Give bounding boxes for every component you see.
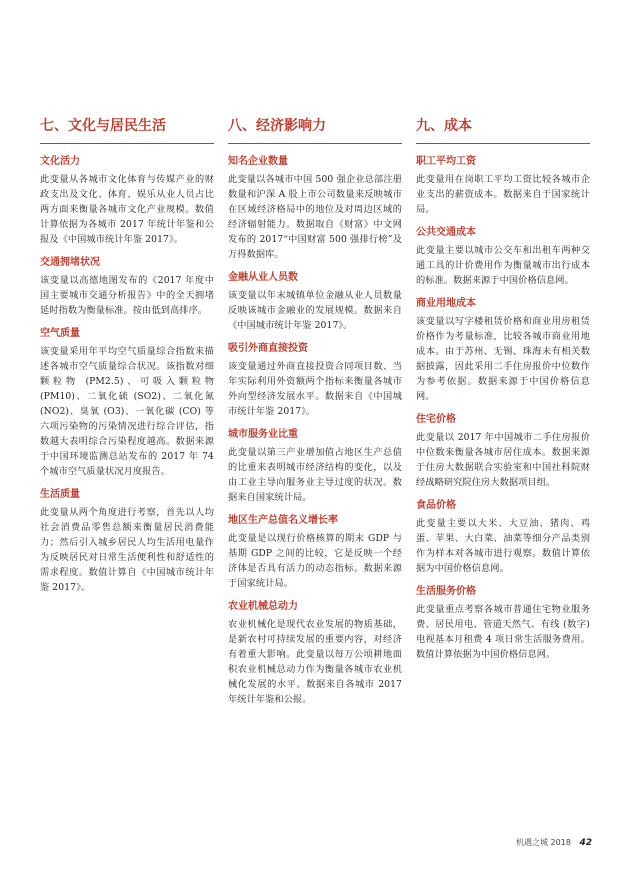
column-cost xyxy=(416,117,590,670)
entry-heading: 住宅价格 xyxy=(416,414,456,425)
entry-text: 该变量以写字楼租赁价格和商业用房租赁价格作为考量标准，比较各城市商业用地成本。由于苏州、无锡、珠海未有相关数据披露，因此采用二手住房报价中位数作为参考依据。数据来源于中国价格信息网。 xyxy=(416,316,590,402)
entry-food-price xyxy=(416,498,590,576)
entry-heading: 生活质量 xyxy=(40,489,80,500)
entry-public-transport-cost xyxy=(416,225,590,288)
entry-quality-of-life xyxy=(40,487,214,595)
entry-text: 农业机械化是现代农业发展的物质基础，是新农村可持续发展的重要内容，对经济有着重大影响。此变量以每万公顷耕地面积农业机械总动力作为衡量各城市农业机械化发展的水平。数据来自各城市 2017 年统计年鉴和公报。 xyxy=(228,619,402,705)
entry-heading: 商业用地成本 xyxy=(416,298,476,309)
page-footer xyxy=(516,837,592,848)
publication-name: 机遇之城 2018 xyxy=(516,838,571,847)
entry-agri-machinery xyxy=(228,599,402,707)
entry-heading: 生活服务价格 xyxy=(416,586,476,597)
section-title: 七、文化与居民生活 xyxy=(40,118,166,134)
section-divider xyxy=(228,143,402,144)
entry-heading: 农业机械总动力 xyxy=(228,601,298,612)
entry-average-wage xyxy=(416,154,590,217)
section-divider xyxy=(40,143,214,144)
entry-heading: 地区生产总值名义增长率 xyxy=(228,515,338,526)
entry-text: 此变量主要以城市公交车和出租车两种交通工具的计价费用作为衡量城市出行成本的标准。数据来源于中国价格信息网。 xyxy=(416,245,590,286)
entry-text: 此变量重点考察各城市普通住宅物业服务费、居民用电、管道天然气、有线 (数字) 电视基本月租费 4 项日常生活服务费用。数值计算依据为中国价格信息网。 xyxy=(416,604,590,660)
entry-text: 此变量从两个角度进行考察，首先以人均社会消费品零售总额来衡量居民消费能力；然后引入城乡居民人均生活用电量作为反映居民对日常生活便利性和舒适性的需求程度。数值计算自《中国城市统计年鉴 2017》。 xyxy=(40,507,214,593)
entry-text: 此变量是以现行价格核算的期末 GDP 与基期 GDP 之间的比较，它是反映一个经济体是否具有活力的动态指标。数据来源于国家统计局。 xyxy=(228,533,402,589)
entry-service-share xyxy=(228,427,402,505)
entry-text: 此变量用在岗职工平均工资比较各城市企业支出的薪资成本。数据来自于国家统计局。 xyxy=(416,174,590,215)
entry-living-service-price xyxy=(416,584,590,662)
entry-text: 该变量采用年平均空气质量综合指数来描述各城市空气质量综合状况。该指数对细颗粒物 (PM2.5)、可吸入颗粒物 (PM10)、二氧化硫 (SO2)、二氧化氮 (NO2)、臭氧 (O3)、一氧化碳 (CO) 等六项污染物的污染情况进行综合评估，指数越大表明综合污染程度越高。数据来源于中国环境监测总站发布的 2017 年 74 个城市空气质量状况月度报告。 xyxy=(40,346,214,477)
entry-notable-companies xyxy=(228,154,402,262)
entry-heading: 交通拥堵状况 xyxy=(40,257,100,268)
entry-heading: 文化活力 xyxy=(40,156,80,167)
entry-gdp-growth xyxy=(228,513,402,591)
entry-cultural-vitality xyxy=(40,154,214,247)
entry-heading: 知名企业数量 xyxy=(228,156,288,167)
page-number: 42 xyxy=(579,838,592,848)
entry-text: 此变量以第三产业增加值占地区生产总值的比重来表明城市经济结构的变化，以及由工业主导向服务业主导过度的状况。数据来自国家统计局。 xyxy=(228,447,402,503)
entry-heading: 公共交通成本 xyxy=(416,227,476,238)
column-economic-influence xyxy=(228,117,402,715)
entry-fdi xyxy=(228,341,402,419)
entry-heading: 城市服务业比重 xyxy=(228,429,298,440)
section-title: 九、成本 xyxy=(416,118,472,134)
entry-air-quality xyxy=(40,326,214,479)
entry-text: 此变量以 2017 年中国城市二手住房报价中位数来衡量各城市居住成本。数据来源于住房大数据联合实验室和中国社科院财经战略研究院住房大数据项目组。 xyxy=(416,432,590,488)
entry-heading: 食品价格 xyxy=(416,500,456,511)
entry-heading: 职工平均工资 xyxy=(416,156,476,167)
entry-traffic-congestion xyxy=(40,255,214,318)
entry-heading: 空气质量 xyxy=(40,328,80,339)
entry-heading: 金融从业人员数 xyxy=(228,272,298,283)
entry-text: 此变量从各城市文化体育与传媒产业的财政支出及文化、体育、娱乐从业人员占比两方面来衡量各城市文化产业规模。数值计算依据为各城市 2017 年统计年鉴和公报及《中国城市统计年鉴 2017》。 xyxy=(40,174,214,245)
entry-housing-price xyxy=(416,412,590,490)
section-title: 八、经济影响力 xyxy=(228,118,326,134)
entry-text: 该变量通过外商直接投资合同项目数、当年实际利用外资额两个指标来衡量各城市外向型经济发展水平。数据来自《中国城市统计年鉴 2017》。 xyxy=(228,361,402,417)
entry-text: 此变量主要以大米、大豆油、猪肉、鸡蛋、苹果、大白菜、油菜等细分产品类别作为样本对各城市进行观察。数值计算依据为中国价格信息网。 xyxy=(416,518,590,574)
entry-text: 此变量以各城市中国 500 强企业总部注册数量和沪深 A 股上市公司数量来反映城市在区域经济格局中的地位及对周边区域的经济辐射能力。数据取自《财富》中文网发布的 2017“中国财富 500 强排行榜”及万得数据库。 xyxy=(228,174,402,260)
entry-commercial-land-cost xyxy=(416,296,590,404)
entry-text: 该变量以高德地图发布的《2017 年度中国主要城市交通分析报告》中的全天拥堵延时指数为衡量标准。按由低到高排序。 xyxy=(40,275,214,316)
entry-financial-employees xyxy=(228,270,402,333)
column-culture-living xyxy=(40,117,214,603)
entry-text: 该变量以年末城镇单位金融从业人员数量反映该城市金融业的发展规模。数据来自《中国城市统计年鉴 2017》。 xyxy=(228,290,402,331)
entry-heading: 吸引外商直接投资 xyxy=(228,343,308,354)
section-divider xyxy=(416,143,590,144)
